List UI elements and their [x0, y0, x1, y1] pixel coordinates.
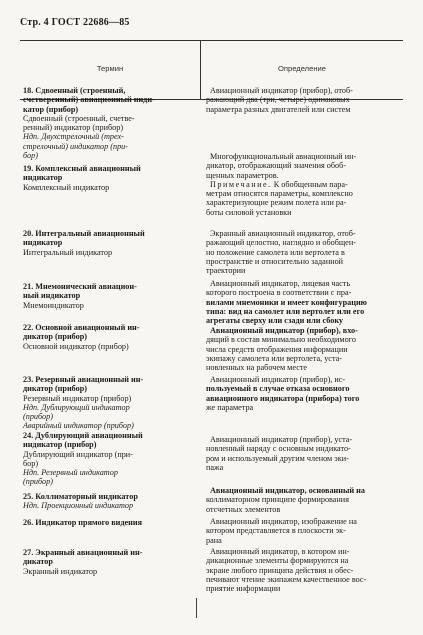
definition-18: Авиационный индикатор (прибор), отоб- ражающий два (три, четыре) одинаковых параметра разных двигателей или систем [206, 86, 353, 114]
term-entry-20: 20. Интегральный авиационный индикатор Интегральный индикатор [23, 229, 145, 257]
note-label: Примечание. [210, 179, 272, 189]
definition-27: Авиационный индикатор, в котором ин- дикационные элементы формируются на экране любого принципа действия и обес- печивают чтение экипажем качественное вос- приятие информации [206, 547, 367, 594]
term-entry-23: 23. Резервный авиационный ин- дикатор (прибор) Резервный индикатор (прибор) Ндп. Дублирующий индикатор (прибор) Аварийный индикатор (прибор) [23, 375, 144, 431]
term-entry-24: 24. Дублирующий авиационный индикатор (прибор) Дублирующий индикатор (при- бор) Ндп. Резервный индикатор (прибор) [23, 431, 143, 487]
column-header-definition: Определение [277, 64, 326, 73]
term-entry-27: 27. Экранный авиационный ин- дикатор Экранный индикатор [23, 548, 143, 576]
term-entry-19: 19. Комплексный авиационный индикатор Комплексный индикатор [23, 164, 141, 192]
definition-24: Авиационный индикатор (прибор), уста- новленный наряду с основным индикато- ром и используемый другим членом эки- пажа [206, 435, 353, 472]
term-entry-26: 26. Индикатор прямого видения [23, 518, 143, 527]
definition-26: Авиационный индикатор, изображение на котором представляется в плоскости эк- рана [206, 517, 357, 545]
page-header: Стр. 4 ГОСТ 22686—85 [20, 17, 130, 28]
definition-23: Авиационный индикатор (прибор), ис- пользуемый в случае отказа основного авиационного индикатора (прибора) того же параметра [206, 375, 360, 412]
definition-25: Авиационный индикатор, основанный на коллиматорном принципе формирования отсчетных элементов [206, 486, 365, 514]
definition-19: Многофункциональный авиационный ин- дикатор, отображающий значения обоб- щенных параметров. Примечание. К обобщенным пара- метрам относятся параметры, комплексно характеризующие режим полета или ра- боты силовой установки [206, 152, 357, 217]
term-entry-21: 21. Мнемонический авиацион- ный индикатор Мнемоиндикатор [23, 282, 137, 310]
margin-mark [196, 598, 197, 618]
table-top-rule [20, 40, 403, 41]
definition-22: Авиационный индикатор (прибор), вхо- дящий в состав минимально необходимого числа средств отображения информации экипажу самолета или вертолета, уста- новленных на рабочем месте [206, 326, 358, 373]
term-entry-18: 18. Сдвоенный (строенный, счетверенный) авиационный инди- катор (прибор) Сдвоенный (строенный, счетве- ренный) индикатор (прибор) Ндп. Двухстрелочный (трех- стрелочный) индикатор (при- бор) [23, 86, 155, 161]
column-header-terms: Термин [96, 64, 124, 73]
term-entry-25: 25. Коллиматорный индикатор Ндп. Проекционный индикатор [23, 492, 138, 511]
definition-20: Экранный авиационный индикатор, отоб- ражающий целостно, наглядно и обобщен- но положение самолета или вертолета в пространстве и относительно заданной траектории [206, 229, 356, 276]
term-entry-22: 22. Основной авиационный ин- дикатор (прибор) Основной индикатор (прибор) [23, 323, 140, 351]
column-divider [200, 40, 201, 99]
definition-21: Авиационный индикатор, лицевая часть которого построена в соответствии с пра- вилами мнемоники и имеет конфигурацию типа: вид на самолет или вертолет или его агрегаты сверху или сзади или сбоку [206, 279, 367, 326]
